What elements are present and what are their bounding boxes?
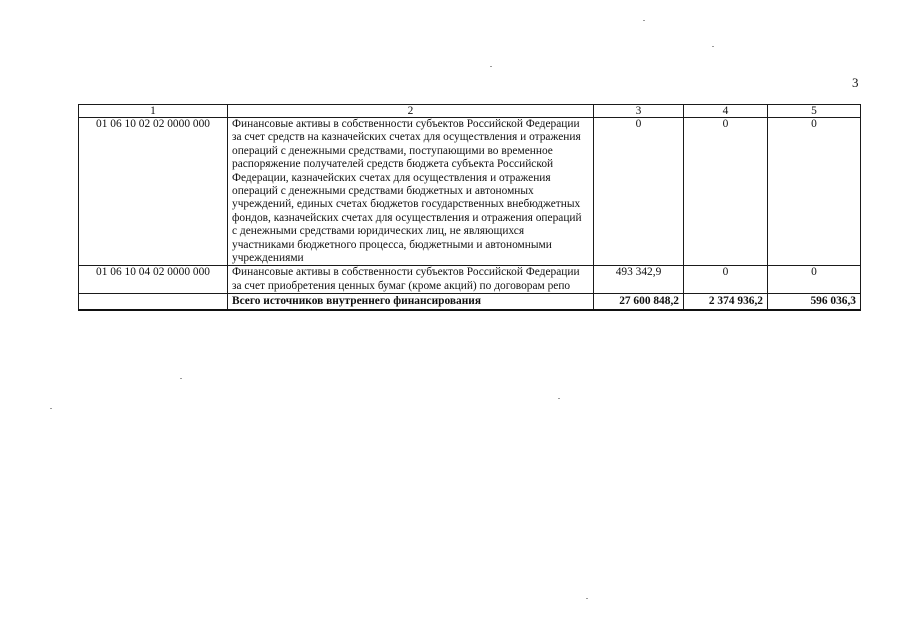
total-row — [79, 294, 861, 311]
total-amount-year-1: 27 600 848,2 — [594, 294, 684, 311]
financing-sources-table — [78, 104, 861, 311]
column-header-3: 3 — [594, 105, 684, 118]
scan-speck — [490, 66, 492, 67]
classification-code: 01 06 10 04 02 0000 000 — [79, 266, 228, 294]
scan-speck — [558, 398, 560, 399]
scan-speck — [50, 408, 52, 409]
column-number-row — [79, 105, 861, 118]
amount-year-3: 0 — [768, 118, 861, 266]
scan-speck — [712, 46, 714, 47]
total-label: Всего источников внутреннего финансирования — [228, 294, 594, 311]
table-row — [79, 118, 861, 266]
amount-year-1: 0 — [594, 118, 684, 266]
total-amount-year-2: 2 374 936,2 — [684, 294, 768, 311]
amount-year-2: 0 — [684, 266, 768, 294]
table-row — [79, 266, 861, 294]
column-header-4: 4 — [684, 105, 768, 118]
total-code — [79, 294, 228, 311]
classification-code: 01 06 10 02 02 0000 000 — [79, 118, 228, 266]
column-header-5: 5 — [768, 105, 861, 118]
amount-year-2: 0 — [684, 118, 768, 266]
scan-speck — [643, 20, 645, 21]
amount-year-1: 493 342,9 — [594, 266, 684, 294]
total-amount-year-3: 596 036,3 — [768, 294, 861, 311]
amount-year-3: 0 — [768, 266, 861, 294]
source-name: Финансовые активы в собственности субъектов Российской Федерации за счет средств на казначейских счетах для осуществления и отражения операций с денежными средствами, поступающими во временное распоряжение получателей средств бюджета субъекта Российской Федерации, казначейских счетах для осуществления и отражения операций с денежными средствами бюджетных и автономных учреждений, единых счетах бюджетов государственных внебюджетных фондов, казначейских счетах для осуществления и отражения операций с денежными средствами юридических лиц, не являющихся участниками бюджетного процесса, бюджетными и автономными учреждениями — [228, 118, 594, 266]
scan-speck — [586, 598, 588, 599]
page-number: 3 — [852, 75, 859, 90]
scan-speck — [180, 378, 182, 379]
source-name: Финансовые активы в собственности субъектов Российской Федерации за счет приобретения ценных бумаг (кроме акций) по договорам репо — [228, 266, 594, 294]
column-header-1: 1 — [79, 105, 228, 118]
column-header-2: 2 — [228, 105, 594, 118]
